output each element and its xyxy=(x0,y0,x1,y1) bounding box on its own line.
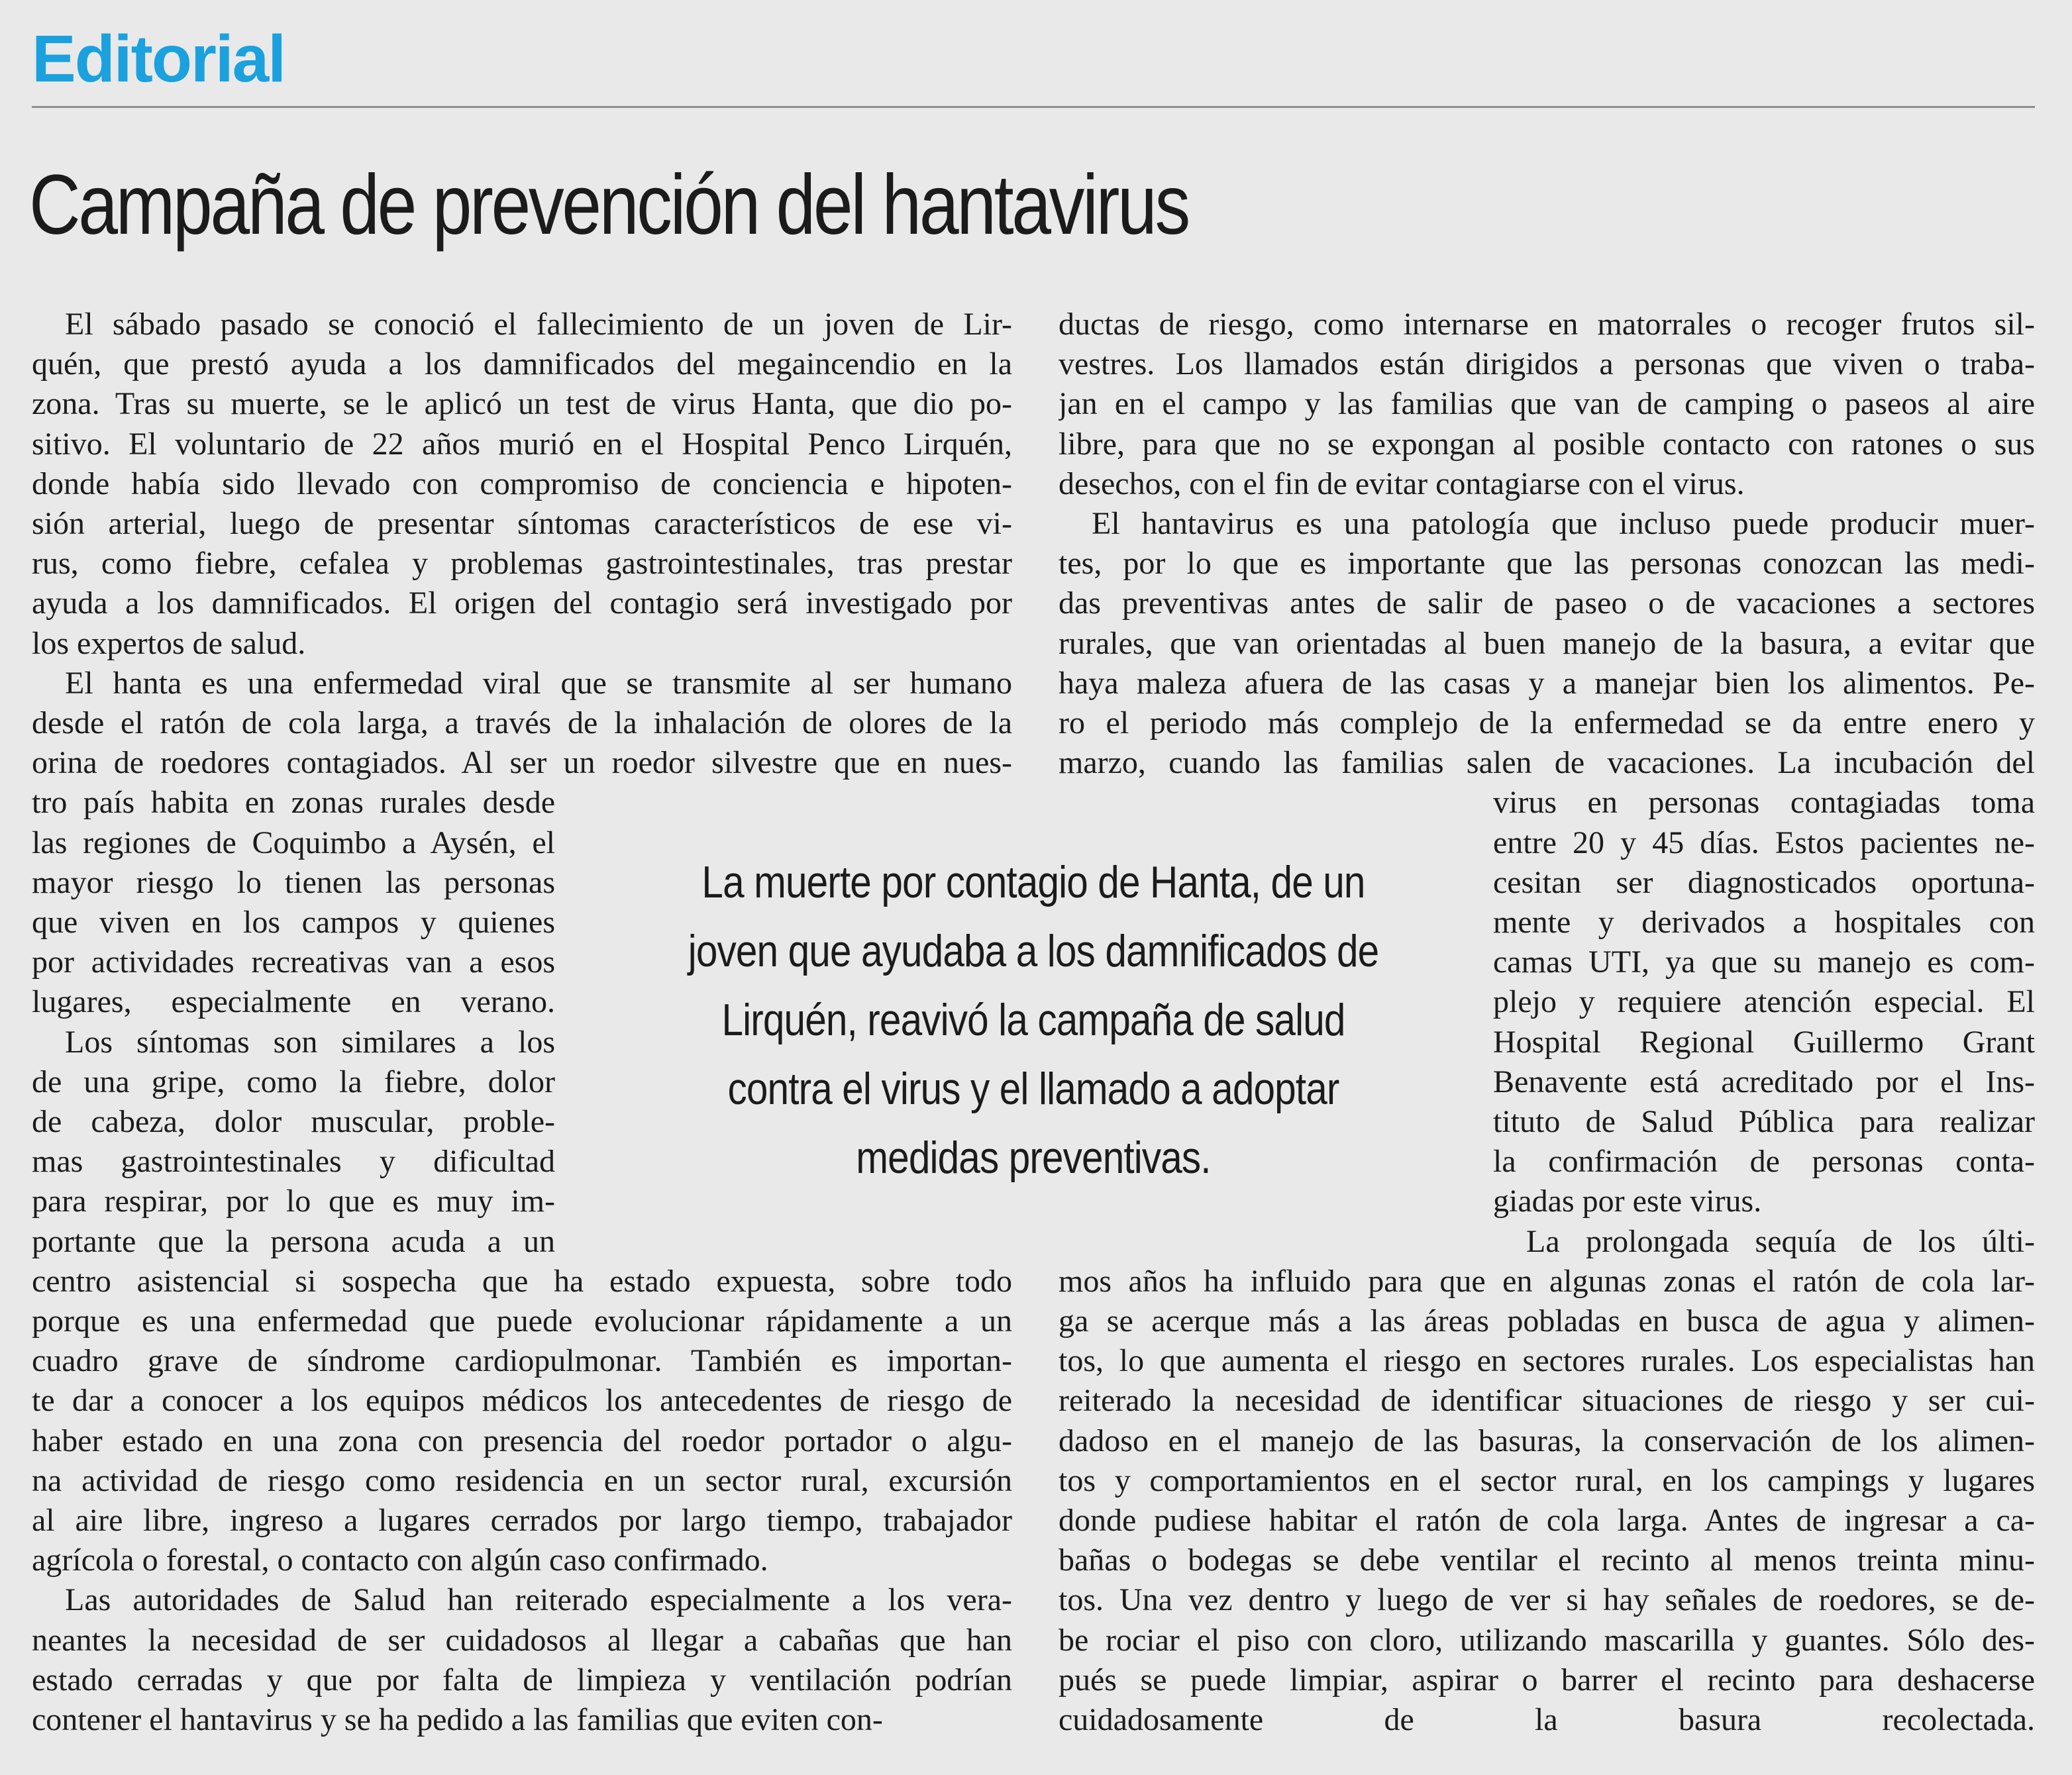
text-line: centro asistencial si sospecha que ha estado expuesta, sobre todo xyxy=(32,1264,1012,1299)
text-line: bañas o bodegas se debe ventilar el recinto al menos treinta minu- xyxy=(1059,1543,2035,1578)
text-line: quén, que prestó ayuda a los damnificados del megaincendio en la xyxy=(32,346,1012,381)
text-line: tes, por lo que es importante que las personas conozcan las medi- xyxy=(1059,546,2035,581)
text-line: neantes la necesidad de ser cuidadosos al llegar a cabañas que han xyxy=(32,1623,1012,1658)
text-line: porque es una enfermedad que puede evolucionar rápidamente a un xyxy=(32,1303,1012,1339)
text-line: be rociar el piso con cloro, utilizando mascarilla y guantes. Sólo des- xyxy=(1059,1623,2035,1658)
headline: Campaña de prevención del hantavirus xyxy=(29,158,1188,252)
text-line: Los síntomas son similares a los xyxy=(65,1025,555,1060)
text-line: tos, lo que aumenta el riesgo en sectores rurales. Los especialistas han xyxy=(1059,1343,2035,1378)
text-line: mas gastrointestinales y dificultad xyxy=(32,1144,555,1179)
text-line: al aire libre, ingreso a lugares cerrados por largo tiempo, trabajador xyxy=(32,1503,1012,1538)
text-line: desechos, con el fin de evitar contagiarse con el virus. xyxy=(1059,466,1745,501)
text-line: Benavente está acreditado por el Ins- xyxy=(1493,1064,2035,1099)
text-line: tro país habita en zonas rurales desde xyxy=(32,785,555,820)
text-line: marzo, cuando las familias salen de vacaciones. La incubación del xyxy=(1059,745,2035,780)
text-line: El hantavirus es una patología que incluso puede producir muer- xyxy=(1092,506,2035,541)
text-line: tituto de Salud Pública para realizar xyxy=(1493,1104,2035,1139)
text-line: ga se acerque más a las áreas pobladas en busca de agua y alimen- xyxy=(1059,1303,2035,1339)
text-line: tos y comportamientos en el sector rural, en los campings y lugares xyxy=(1059,1463,2035,1498)
text-line: Las autoridades de Salud han reiterado especialmente a los vera- xyxy=(65,1582,1012,1617)
text-line: de cabeza, dolor muscular, proble- xyxy=(32,1104,555,1139)
text-line: das preventivas antes de salir de paseo o de vacaciones a sectores xyxy=(1059,585,2035,621)
text-line: haber estado en una zona con presencia del roedor portador o algu- xyxy=(32,1423,1012,1458)
text-line: orina de roedores contagiados. Al ser un roedor silvestre que en nues- xyxy=(32,745,1012,780)
text-line: agrícola o forestal, o contacto con algún caso confirmado. xyxy=(32,1543,768,1578)
text-line: na actividad de riesgo como residencia en un sector rural, excursión xyxy=(32,1463,1012,1498)
text-line: virus en personas contagiadas toma xyxy=(1493,785,2035,820)
text-line: mos años ha influido para que en algunas zonas el ratón de cola lar- xyxy=(1059,1264,2035,1299)
text-line: haya maleza afuera de las casas y a manejar bien los alimentos. Pe- xyxy=(1059,666,2035,701)
text-line: tos. Una vez dentro y luego de ver si hay señales de roedores, se de- xyxy=(1059,1582,2035,1617)
text-line: El hanta es una enfermedad viral que se transmite al ser humano xyxy=(65,666,1012,701)
text-line: ductas de riesgo, como internarse en matorrales o recoger frutos sil- xyxy=(1059,307,2035,342)
text-line: El sábado pasado se conoció el fallecimiento de un joven de Lir- xyxy=(65,307,1012,342)
text-line: rurales, que van orientadas al buen manejo de la basura, a evitar que xyxy=(1059,626,2035,661)
text-line: zona. Tras su muerte, se le aplicó un test de virus Hanta, que dio po- xyxy=(32,386,1012,421)
text-line: ayuda a los damnificados. El origen del contagio será investigado por xyxy=(32,585,1012,621)
text-line: los expertos de salud. xyxy=(32,626,306,661)
text-line: Hospital Regional Guillermo Grant xyxy=(1493,1025,2035,1060)
text-line: cuidadosamente de la basura recolectada. xyxy=(1059,1702,2035,1737)
text-line: jan en el campo y las familias que van de camping o paseos al aire xyxy=(1059,386,2035,421)
text-line: donde había sido llevado con compromiso de conciencia e hipoten- xyxy=(32,466,1012,501)
text-line: por actividades recreativas van a esos xyxy=(32,944,555,980)
text-line: sitivo. El voluntario de 22 años murió en el Hospital Penco Lirquén, xyxy=(32,427,1012,462)
text-line: entre 20 y 45 días. Estos pacientes ne- xyxy=(1493,825,2035,860)
text-line: libre, para que no se expongan al posible contacto con ratones o sus xyxy=(1059,427,2035,462)
text-line: La prolongada sequía de los últi- xyxy=(1526,1224,2035,1259)
text-line: dadoso en el manejo de las basuras, la conservación de los alimen- xyxy=(1059,1423,2035,1458)
pull-quote: La muerte por contagio de Hanta, de un joven que ayudaba a los damnificados de Lirquén, reavivó la campaña de salud contra el virus y el llamado a adoptar medidas preventivas. xyxy=(688,857,1379,1183)
text-line: contener el hantavirus y se ha pedido a las familias que eviten con- xyxy=(32,1702,883,1737)
text-line: lugares, especialmente en verano. xyxy=(32,984,555,1019)
text-line: para respirar, por lo que es muy im- xyxy=(32,1184,555,1219)
text-line: plejo y requiere atención especial. El xyxy=(1493,984,2035,1019)
text-line: reiterado la necesidad de identificar situaciones de riesgo y ser cui- xyxy=(1059,1383,2035,1418)
text-line: mayor riesgo lo tienen las personas xyxy=(32,865,555,900)
text-line: sión arterial, luego de presentar síntomas característicos de ese vi- xyxy=(32,506,1012,541)
text-line: que viven en los campos y quienes xyxy=(32,905,555,940)
text-line: cesitan ser diagnosticados oportuna- xyxy=(1493,865,2035,900)
text-line: pués se puede limpiar, aspirar o barrer el recinto para deshacerse xyxy=(1059,1662,2035,1698)
text-line: ro el periodo más complejo de la enfermedad se da entre enero y xyxy=(1059,705,2035,740)
text-line: de una gripe, como la fiebre, dolor xyxy=(32,1064,555,1099)
text-line: portante que la persona acuda a un xyxy=(32,1224,555,1259)
text-line: cuadro grave de síndrome cardiopulmonar. También es importan- xyxy=(32,1343,1012,1378)
text-line: vestres. Los llamados están dirigidos a personas que viven o traba- xyxy=(1059,346,2035,381)
text-line: camas UTI, ya que su manejo es com- xyxy=(1493,944,2035,980)
text-line: te dar a conocer a los equipos médicos los antecedentes de riesgo de xyxy=(32,1383,1012,1418)
text-line: mente y derivados a hospitales con xyxy=(1493,905,2035,940)
text-line: desde el ratón de cola larga, a través de la inhalación de olores de la xyxy=(32,705,1012,740)
text-line: donde pudiese habitar el ratón de cola larga. Antes de ingresar a ca- xyxy=(1059,1503,2035,1538)
section-divider xyxy=(32,106,2035,108)
section-label: Editorial xyxy=(32,22,285,96)
text-line: rus, como fiebre, cefalea y problemas gastrointestinales, tras prestar xyxy=(32,546,1012,581)
text-line: las regiones de Coquimbo a Aysén, el xyxy=(32,825,555,860)
text-line: la confirmación de personas conta- xyxy=(1493,1144,2035,1179)
text-line: giadas por este virus. xyxy=(1493,1184,1762,1219)
text-line: estado cerradas y que por falta de limpieza y ventilación podrían xyxy=(32,1662,1012,1698)
